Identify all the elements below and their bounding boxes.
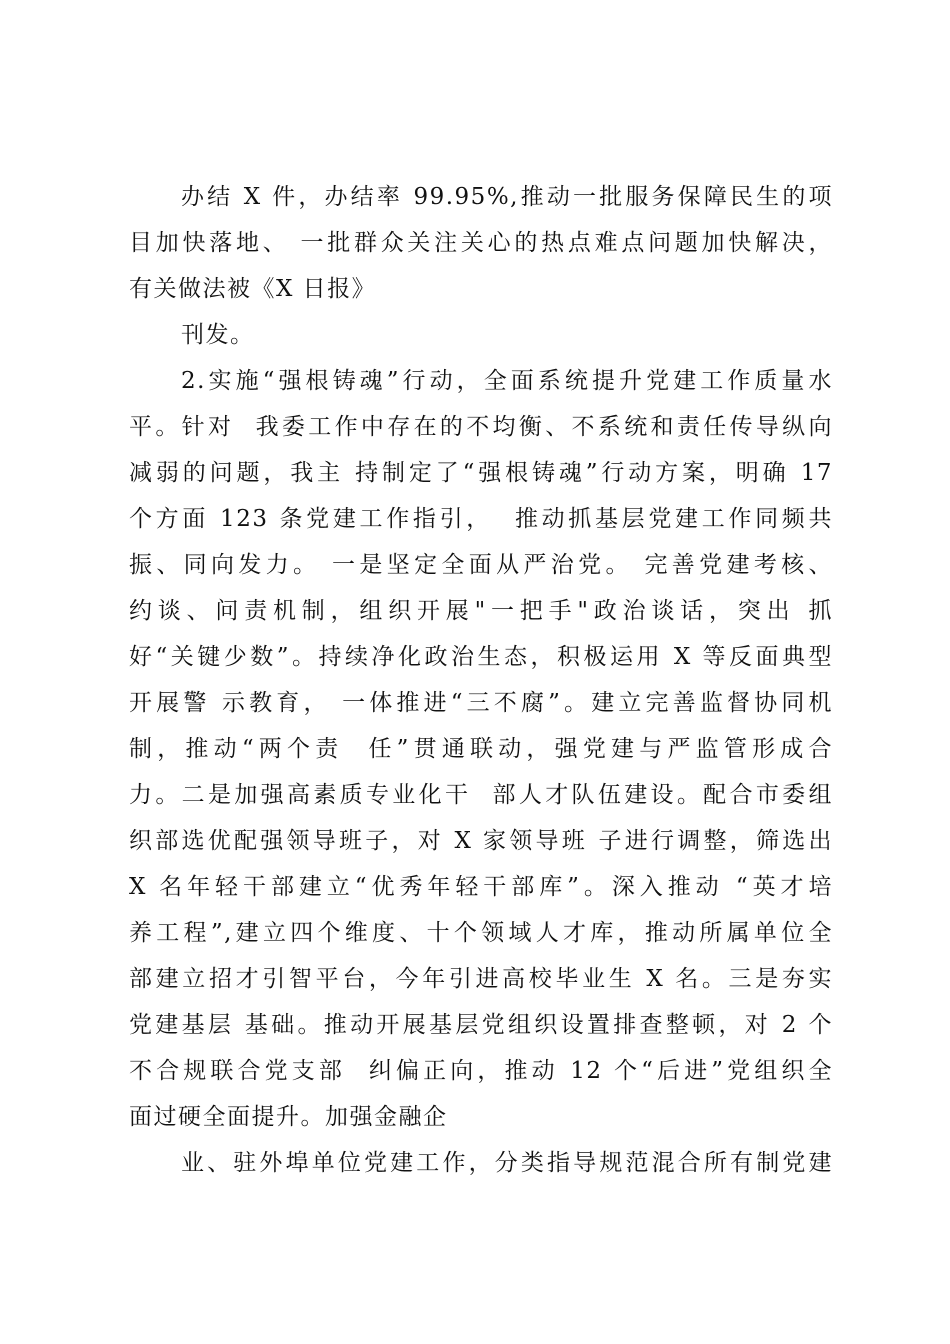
text-line: 业、驻外埠单位党建工作，分类指导规范混合所有制党建 (181, 1150, 833, 1176)
text-line: 个方面 123 条党建工作指引， 推动抓基层党建工作同频共 (129, 506, 833, 532)
text-line: 2.实施“强根铸魂”行动，全面系统提升党建工作质量水 (181, 368, 833, 394)
text-line: 减弱的问题，我主 持制定了“强根铸魂”行动方案，明确 17 (129, 460, 833, 486)
text-line: 振、同向发力。 一是坚定全面从严治党。 完善党建考核、 (129, 552, 833, 578)
text-line: 养工程”,建立四个维度、十个领域人才库，推动所属单位全 (129, 920, 833, 946)
text-line: 织部选优配强领导班子，对 X 家领导班 子进行调整，筛选出 (129, 828, 833, 854)
text-line: 办结 X 件，办结率 99.95%,推动一批服务保障民生的项 (181, 184, 833, 210)
text-line: 党建基层 基础。推动开展基层党组织设置排查整顿，对 2 个 (129, 1012, 833, 1038)
text-line: 目加快落地、 一批群众关注关心的热点难点问题加快解决， (129, 230, 833, 256)
text-line: 开展警 示教育， 一体推进“三不腐”。建立完善监督协同机 (129, 690, 833, 716)
text-line: 平。针对 我委工作中存在的不均衡、不系统和责任传导纵向 (129, 414, 833, 440)
text-line: 面过硬全面提升。加强金融企 (129, 1104, 448, 1130)
text-line: 好“关键少数”。持续净化政治生态，积极运用 X 等反面典型 (129, 644, 833, 670)
text-line: 有关做法被《X 日报》 (129, 276, 377, 302)
text-line: 力。二是加强高素质专业化干 部人才队伍建设。配合市委组 (129, 782, 833, 808)
text-line: 部建立招才引智平台，今年引进高校毕业生 X 名。三是夯实 (129, 966, 833, 992)
text-line: X 名年轻干部建立“优秀年轻干部库”。深入推动 “英才培 (129, 874, 833, 900)
text-line: 不合规联合党支部 纠偏正向，推动 12 个“后进”党组织全 (129, 1058, 833, 1084)
text-line: 制，推动“两个责 任”贯通联动，强党建与严监管形成合 (129, 736, 833, 762)
text-line: 刊发。 (181, 322, 255, 348)
text-line: 约谈、问责机制，组织开展"一把手"政治谈话，突出 抓 (129, 598, 833, 624)
